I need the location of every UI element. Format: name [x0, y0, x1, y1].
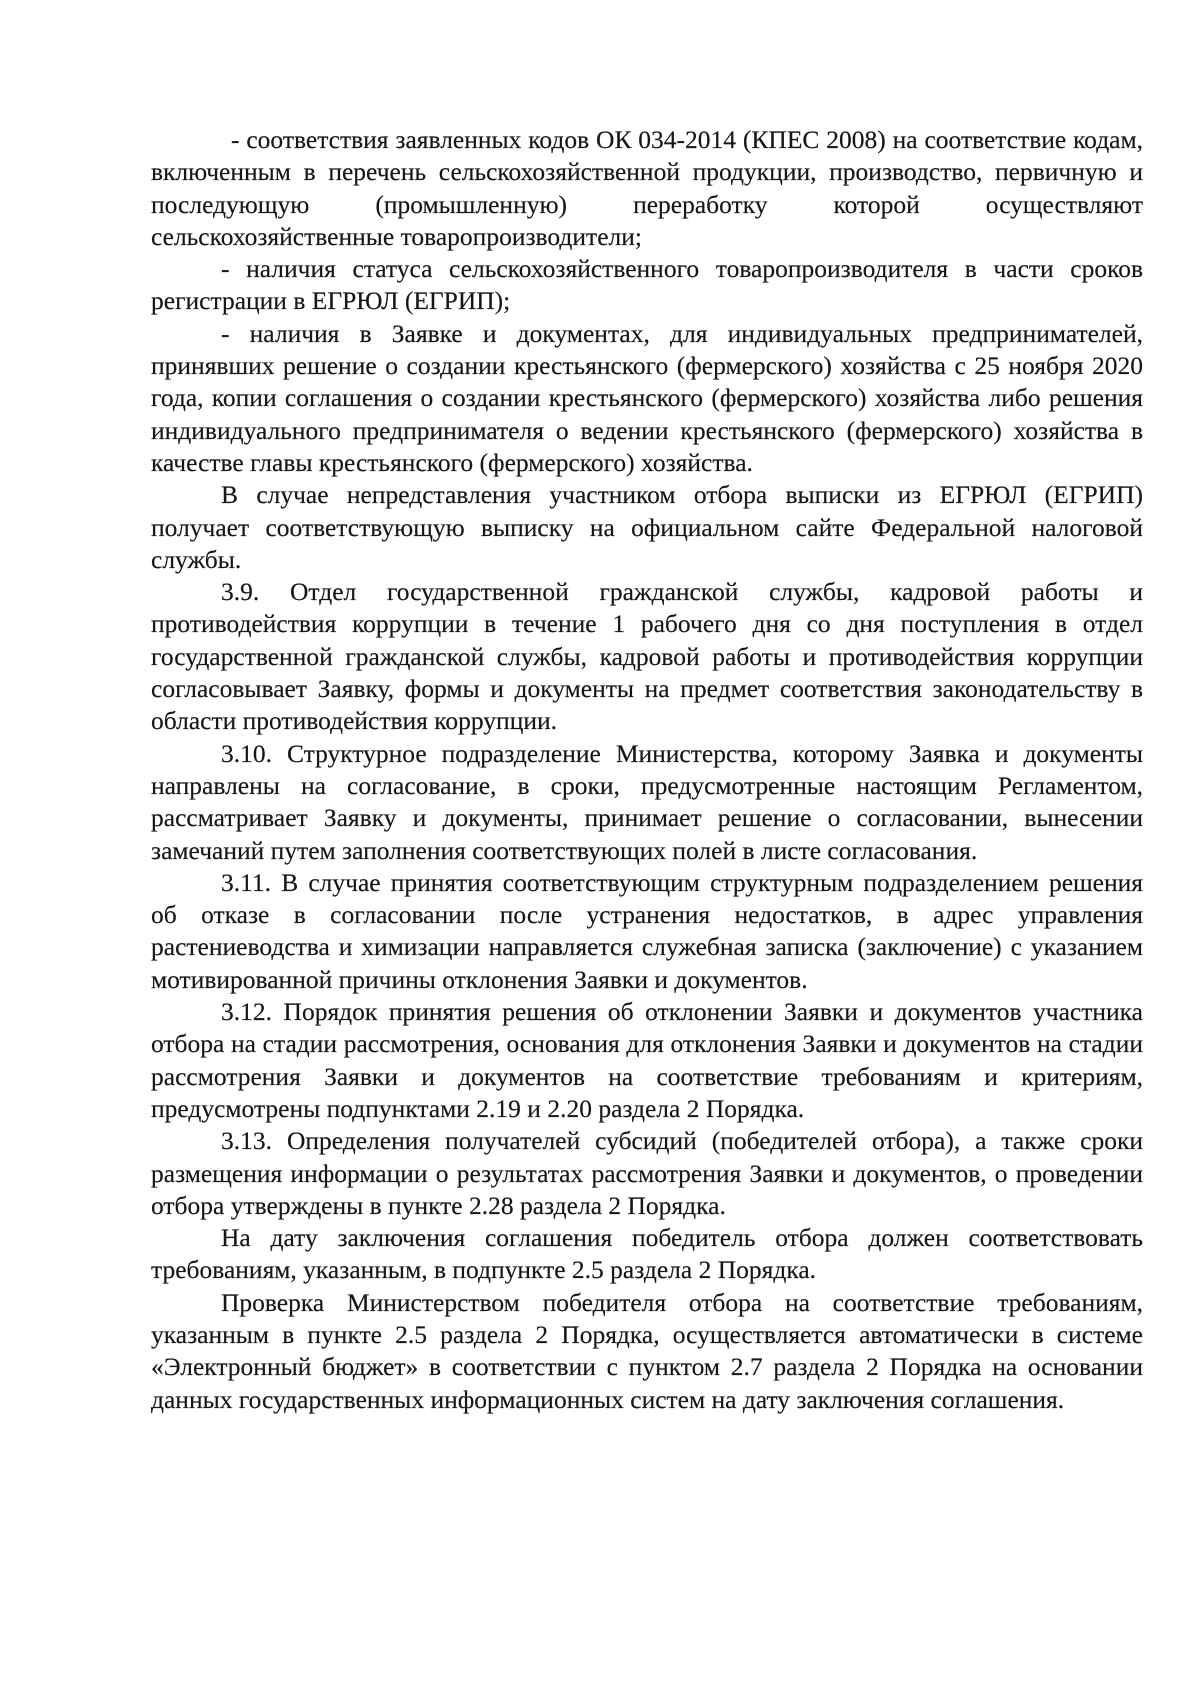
- paragraph-3-12: 3.12. Порядок принятия решения об отклонении Заявки и документов участника отбора на стадии рассмотрения, основания для отклонения Заявки и документов на стадии рассмотрения Заявки и документов на соответствие требованиям и критериям, предусмотрены подпунктами 2.19 и 2.20 раздела 2 Порядка.: [151, 997, 1143, 1123]
- paragraph-okpd-codes-check: - соответствия заявленных кодов ОК 034-2014 (КПЕС 2008) на соответствие кодам, включенным в перечень сельскохозяйственной продукции, производство, первичную и последующую (промышленную) переработку которой осуществляют сельскохозяйственные товаропроизводители;: [151, 125, 1143, 251]
- document-body: [151, 124, 1143, 1416]
- paragraph-agreement-date: На дату заключения соглашения победитель отбора должен соответствовать требованиям, указанным, в подпункте 2.5 раздела 2 Порядка.: [151, 1223, 1143, 1285]
- paragraph-3-13: 3.13. Определения получателей субсидий (победителей отбора), а также сроки размещения информации о результатах рассмотрения Заявки и документов, о проведении отбора утверждены в пункте 2.28 раздела 2 Порядка.: [151, 1126, 1143, 1220]
- paragraph-farm-agreement-check: - наличия в Заявке и документах, для индивидуальных предпринимателей, принявших решение о создании крестьянского (фермерского) хозяйства с 25 ноября 2020 года, копии соглашения о создании крестьянского (фермерского) хозяйства либо решения индивидуального предпринимателя о ведении крестьянского (фермерского) хозяйства в качестве главы крестьянского (фермерского) хозяйства.: [151, 318, 1143, 477]
- paragraph-3-11: 3.11. В случае принятия соответствующим структурным подразделением решения об отказе в согласовании после устранения недостатков, в адрес управления растениеводства и химизации направляется служебная записка (заключение) с указанием мотивированной причины отклонения Заявки и документов.: [151, 867, 1143, 994]
- paragraph-3-9: 3.9. Отдел государственной гражданской службы, кадровой работы и противодействия коррупции в течение 1 рабочего дня со дня поступления в отдел государственной гражданской службы, кадровой работы и противодействия коррупции согласовывает Заявку, формы и документы на предмет соответствия законодательству в области противодействия коррупции.: [151, 577, 1143, 736]
- paragraph-electronic-budget-check: Проверка Министерством победителя отбора на соответствие требованиям, указанным в пункте 2.5 раздела 2 Порядка, осуществляется автоматически в системе «Электронный бюджет» в соответствии с пунктом 2.7 раздела 2 Порядка на основании данных государственных информационных систем на дату заключения соглашения.: [151, 1287, 1143, 1414]
- paragraph-egrul-extract: В случае непредставления участником отбора выписки из ЕГРЮЛ (ЕГРИП) получает соответствующую выписку на официальном сайте Федеральной налоговой службы.: [151, 480, 1143, 574]
- paragraph-producer-status-check: - наличия статуса сельскохозяйственного товаропроизводителя в части сроков регистрации в ЕГРЮЛ (ЕГРИП);: [151, 254, 1143, 316]
- paragraph-3-10: 3.10. Структурное подразделение Министерства, которому Заявка и документы направлены на согласование, в сроки, предусмотренные настоящим Регламентом, рассматривает Заявку и документы, принимает решение о согласовании, вынесении замечаний путем заполнения соответствующих полей в листе согласования.: [151, 738, 1143, 865]
